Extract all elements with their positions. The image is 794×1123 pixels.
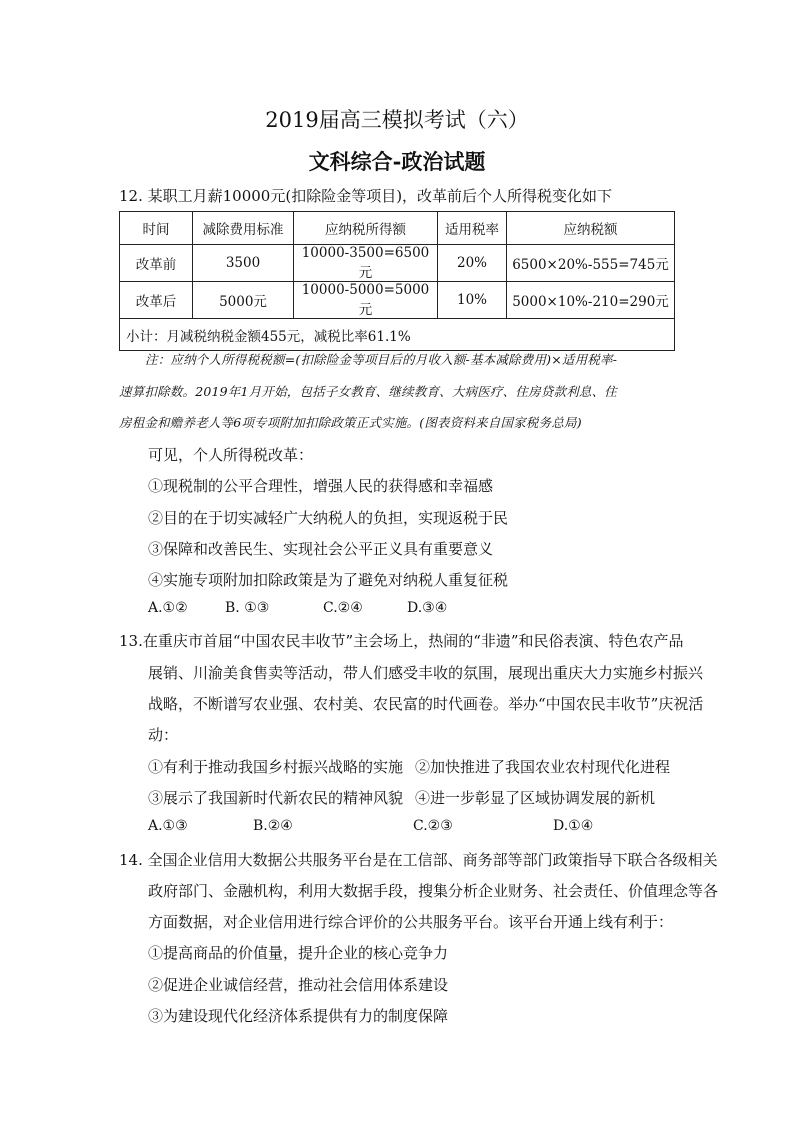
q13-stem-line: 动： <box>148 726 179 744</box>
q12-item: ③保障和改善民生、实现社会公平正义具有重要意义 <box>148 540 494 558</box>
q13-stem-line: 战略，不断谱写农业强、农村美、农民富的时代画卷。举办“中国农民丰收节”庆祝活 <box>148 695 704 713</box>
q13-option-b: B.②④ <box>253 818 293 834</box>
q12-option-c: C.②④ <box>323 600 363 616</box>
table-cell: 10000-3500=6500元 <box>294 245 438 282</box>
table-cell: 5000×10%-210=290元 <box>507 282 675 319</box>
q13-item: ④进一步彰显了区域协调发展的新机 <box>415 789 656 807</box>
table-cell: 改革后 <box>120 282 193 319</box>
q12-note-line: 房租金和赡养老人等6项专项附加扣除政策正式实施。(图表资料来自国家税务总局) <box>119 415 582 430</box>
table-cell: 5000元 <box>193 282 294 319</box>
page-subtitle: 文科综合-政治试题 <box>308 149 486 174</box>
q14-stem-line: 政府部门、金融机构，利用大数据手段，搜集分析企业财务、社会责任、价值理念等各 <box>148 882 719 900</box>
q14-stem-line: 方面数据，对企业信用进行综合评价的公共服务平台。该平台开通上线有利于： <box>148 913 674 931</box>
table-header-cell: 应纳税额 <box>507 212 675 245</box>
table-header-row <box>120 212 675 245</box>
q14-item: ②促进企业诚信经营，推动社会信用体系建设 <box>148 976 449 994</box>
table-header-cell: 应纳税所得额 <box>294 212 438 245</box>
q14-item: ①提高商品的价值量，提升企业的核心竞争力 <box>148 944 449 962</box>
table-header-cell: 时间 <box>120 212 193 245</box>
table-cell: 3500 <box>193 245 294 282</box>
q12-lead: 可见，个人所得税改革： <box>148 446 314 464</box>
table-summary-cell: 小计：月减税纳税金额455元，减税比率61.1% <box>120 319 675 351</box>
q14-stem-line: 14. 全国企业信用大数据公共服务平台是在工信部、商务部等部门政策指导下联合各级相关 <box>119 851 718 869</box>
table-row <box>120 282 675 319</box>
q13-item: ②加快推进了我国农业农村现代化进程 <box>415 758 671 776</box>
q12-note-line: 注：应纳个人所得税税额=(扣除险金等项目后的月收入额-基本减除费用)×适用税率- <box>145 352 618 367</box>
table-cell: 6500×20%-555=745元 <box>507 245 675 282</box>
q12-item: ②目的在于切实减轻广大纳税人的负担，实现返税于民 <box>148 509 509 527</box>
q12-note-line: 速算扣除数。2019年1月开始，包括子女教育、继续教育、大病医疗、住房贷款利息、住 <box>119 384 617 399</box>
q13-item: ③展示了我国新时代新农民的精神风貌 <box>148 789 404 807</box>
q13-option-c: C.②③ <box>413 818 453 834</box>
q12-stem: 12. 某职工月薪10000元(扣除险金等项目)，改革前后个人所得税变化如下 <box>119 187 613 205</box>
q13-option-d: D.①④ <box>553 818 594 834</box>
q13-stem-line: 13.在重庆市首届“中国农民丰收节”主会场上，热闹的“非遗”和民俗表演、特色农产品 <box>119 632 684 650</box>
q13-option-a: A.①③ <box>148 818 188 834</box>
table-row <box>120 245 675 282</box>
table-header-cell: 适用税率 <box>438 212 507 245</box>
table-summary-row <box>120 319 675 351</box>
table-cell: 20% <box>438 245 507 282</box>
q13-item: ①有利于推动我国乡村振兴战略的实施 <box>148 758 404 776</box>
q12-option-d: D.③④ <box>407 600 448 616</box>
q12-option-b: B. ①③ <box>225 600 270 616</box>
table-cell: 10% <box>438 282 507 319</box>
table-cell: 10000-5000=5000元 <box>294 282 438 319</box>
q12-item: ④实施专项附加扣除政策是为了避免对纳税人重复征税 <box>148 571 509 589</box>
page-title: 2019届高三模拟考试（六） <box>265 108 529 132</box>
q13-stem-line: 展销、川渝美食售卖等活动，带人们感受丰收的氛围，展现出重庆大力实施乡村振兴 <box>148 664 704 682</box>
q12-item: ①现税制的公平合理性，增强人民的获得感和幸福感 <box>148 477 494 495</box>
tax-comparison-table <box>119 211 675 351</box>
q14-item: ③为建设现代化经济体系提供有力的制度保障 <box>148 1007 449 1025</box>
table-header-cell: 减除费用标准 <box>193 212 294 245</box>
table-cell: 改革前 <box>120 245 193 282</box>
q12-option-a: A.①② <box>148 600 188 616</box>
